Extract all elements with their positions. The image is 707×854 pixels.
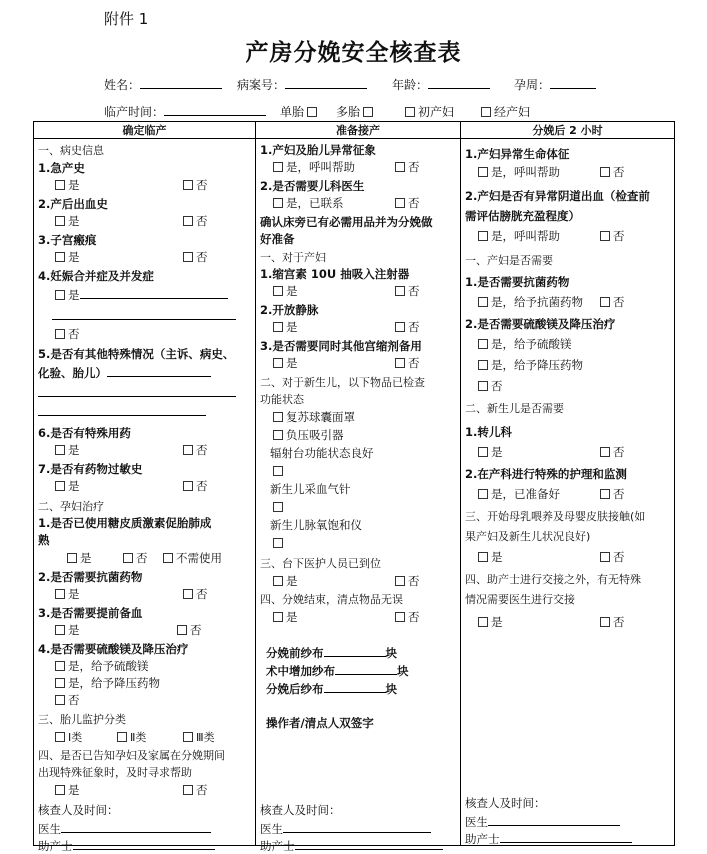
prepared-option[interactable] <box>475 487 560 502</box>
midwife-label: 助产士 <box>38 839 73 853</box>
week-label: 孕周： <box>514 78 551 92</box>
yes-option[interactable] <box>270 284 298 299</box>
checkbox[interactable] <box>163 553 173 563</box>
checkbox[interactable] <box>273 612 283 622</box>
no-label: 否 <box>613 445 625 459</box>
section-mother: 一、对于产妇 <box>260 251 326 264</box>
checkbox[interactable] <box>183 481 193 491</box>
checkbox[interactable] <box>55 678 65 688</box>
no-label: 否 <box>196 250 208 264</box>
checkbox[interactable] <box>123 553 133 563</box>
checkbox[interactable] <box>395 576 405 586</box>
yes-label: 是 <box>286 574 298 588</box>
doctor-label: 医生 <box>38 822 61 836</box>
checkbox[interactable] <box>478 231 488 241</box>
question-mgso4: 4.是否需要硫酸镁及降压治疗 <box>38 642 189 656</box>
checkbox[interactable] <box>273 358 283 368</box>
no-label: 否 <box>613 295 625 309</box>
no-label: 否 <box>613 550 625 564</box>
checkbox[interactable] <box>55 785 65 795</box>
checkbox[interactable] <box>600 297 610 307</box>
question-pediatrician: 2.是否需要儿科医生 <box>260 179 365 193</box>
call-help-label: 是，呼叫帮助 <box>491 229 560 243</box>
section-staff-ready: 三、台下医护人员已到位 <box>260 557 381 570</box>
section-breastfeeding-a: 三、开始母乳喂养及母婴皮肤接触(如 <box>465 510 646 523</box>
checkbox[interactable] <box>395 322 405 332</box>
labor-time-label: 临产时间： <box>104 105 165 119</box>
no-option[interactable] <box>180 214 208 229</box>
no-option[interactable] <box>392 610 420 625</box>
contacted-option[interactable] <box>270 196 344 211</box>
checkbox[interactable] <box>600 489 610 499</box>
yes-label: 是 <box>80 551 92 565</box>
unit-label: 块 <box>385 646 397 660</box>
column-prepare-delivery <box>256 139 461 853</box>
section-maternal-treatment: 二、孕妇治疗 <box>38 500 104 513</box>
gauze-after-field[interactable] <box>266 680 460 697</box>
name-field[interactable] <box>104 76 222 93</box>
checkbox[interactable] <box>273 322 283 332</box>
yes-option[interactable] <box>52 250 80 265</box>
checkbox[interactable] <box>55 216 65 226</box>
checkbox[interactable] <box>600 617 610 627</box>
no-option[interactable] <box>392 574 420 589</box>
unit-label: 块 <box>385 682 397 696</box>
suction-option[interactable] <box>270 428 344 443</box>
checkbox[interactable] <box>273 412 283 422</box>
bag-mask-label: 复苏球囊面罩 <box>286 410 355 424</box>
yes-option[interactable] <box>270 574 298 589</box>
no-label: 否 <box>408 284 420 298</box>
no-option[interactable] <box>392 284 420 299</box>
yes-label: 是 <box>286 356 298 370</box>
question-abnormal-signs: 1.产妇及胎儿异常征象 <box>260 143 376 157</box>
question-pediatric-transfer: 1.转儿科 <box>465 425 512 439</box>
section-informed-b: 出现特殊征象时，及时寻求帮助 <box>38 766 192 779</box>
antihypertensive-option[interactable] <box>52 676 160 691</box>
yes-option[interactable] <box>475 445 503 460</box>
prepared-label: 是，已准备好 <box>491 487 560 501</box>
question-special-b: 化验、胎儿） <box>38 366 107 380</box>
no-option[interactable] <box>120 551 148 566</box>
antihypertensive-label: 是，给予降压药物 <box>491 358 583 372</box>
checkbox[interactable] <box>273 466 283 476</box>
primi-option[interactable] <box>402 103 454 120</box>
no-option[interactable] <box>180 178 208 193</box>
question-vital-signs: 1.产妇异常生命体征 <box>465 147 570 161</box>
no-label: 否 <box>408 356 420 370</box>
no-label: 否 <box>613 165 625 179</box>
question-bleeding-a: 2.产妇是否有异常阴道出血（检查前 <box>465 189 650 203</box>
checkbox[interactable] <box>55 329 65 339</box>
no-option[interactable] <box>597 487 625 502</box>
yes-option[interactable] <box>475 615 503 630</box>
bag-mask-option[interactable] <box>270 410 355 425</box>
checker-label: 核查人及时间： <box>260 803 341 817</box>
no-label: 否 <box>196 479 208 493</box>
record-field[interactable] <box>237 76 367 93</box>
class-1-option[interactable] <box>52 730 82 745</box>
checkbox[interactable] <box>183 589 193 599</box>
gauze-before-label: 分娩前纱布 <box>266 646 324 660</box>
blank-line[interactable] <box>38 384 236 397</box>
checkbox[interactable] <box>478 489 488 499</box>
checkbox[interactable] <box>177 625 187 635</box>
question-bleeding-b: 需评估膀胱充盈程度） <box>465 209 580 223</box>
confirm-supplies-b: 好准备 <box>260 232 295 246</box>
midwife-field[interactable] <box>38 837 255 854</box>
checkbox[interactable] <box>183 216 193 226</box>
checkbox[interactable] <box>273 286 283 296</box>
column-postpartum <box>461 139 675 846</box>
doctor-field[interactable] <box>260 820 460 837</box>
multi-option[interactable] <box>336 103 376 120</box>
section-handover-a: 四、助产士进行交接之外，有无特殊 <box>465 573 641 586</box>
yes-option[interactable] <box>52 623 80 638</box>
checklist-table <box>33 121 675 853</box>
checkbox[interactable] <box>55 661 65 671</box>
checkbox[interactable] <box>395 162 405 172</box>
column-header-postpartum: 分娩后 2 小时 <box>461 122 675 139</box>
yes-label: 是 <box>68 479 80 493</box>
checkbox[interactable] <box>183 732 193 742</box>
pulse-oximeter-label: 新生儿脉氧饱和仪 <box>270 518 362 532</box>
yes-option[interactable] <box>52 783 80 798</box>
age-label: 年龄： <box>392 78 429 92</box>
checkbox[interactable] <box>478 297 488 307</box>
radiant-warmer-label: 辐射台功能状态良好 <box>270 446 374 460</box>
yes-label: 是 <box>68 250 80 264</box>
checkbox[interactable] <box>273 538 283 548</box>
class-3-option[interactable] <box>180 730 215 745</box>
checkbox[interactable] <box>478 360 488 370</box>
yes-label: 是 <box>491 615 503 629</box>
section-newborn-needs: 二、新生儿是否需要 <box>465 402 564 415</box>
multip-checkbox[interactable] <box>481 107 491 117</box>
column-header-prepare-delivery: 准备接产 <box>256 122 461 139</box>
midwife-label: 助产士 <box>465 832 500 846</box>
blood-gas-needle-label: 新生儿采血气针 <box>270 482 351 496</box>
class-2-option[interactable] <box>114 730 146 745</box>
antihypertensive-label: 是，给予降压药物 <box>68 676 160 690</box>
section-mother-needs: 一、产妇是否需要 <box>465 254 553 267</box>
yes-label: 是 <box>491 550 503 564</box>
no-label: 否 <box>408 610 420 624</box>
section-informed-a: 四、是否已告知孕妇及家属在分娩期间 <box>38 749 225 762</box>
question-steroids-b: 熟 <box>38 533 50 547</box>
checkbox[interactable] <box>273 162 283 172</box>
checkbox[interactable] <box>395 612 405 622</box>
record-label: 病案号： <box>237 78 286 92</box>
question-pph-history: 2.产后出血史 <box>38 197 108 211</box>
question-antibiotics: 1.是否需要抗菌药物 <box>465 275 570 289</box>
no-label: 否 <box>408 320 420 334</box>
no-label: 否 <box>68 327 80 341</box>
multip-option[interactable] <box>478 103 530 120</box>
no-label: 否 <box>190 623 202 637</box>
question-mgso4: 2.是否需要硫酸镁及降压治疗 <box>465 317 616 331</box>
question-complications: 4.妊娠合并症及并发症 <box>38 269 154 283</box>
no-label: 否 <box>408 574 420 588</box>
midwife-field[interactable] <box>465 830 674 847</box>
yes-label: 是 <box>68 783 80 797</box>
yes-option[interactable] <box>270 536 286 551</box>
yes-label: 是 <box>286 284 298 298</box>
question-uterine-scar: 3.子宫瘢痕 <box>38 233 97 247</box>
name-label: 姓名： <box>104 78 141 92</box>
yes-option[interactable] <box>52 178 80 193</box>
checkbox[interactable] <box>117 732 127 742</box>
call-help-label: 是，呼叫帮助 <box>286 160 355 174</box>
checkbox[interactable] <box>55 445 65 455</box>
question-special-a: 5.是否有其他特殊情况（主诉、病史、 <box>38 347 235 361</box>
midwife-field[interactable] <box>260 837 460 854</box>
no-option[interactable] <box>597 165 625 180</box>
yes-option[interactable] <box>270 320 298 335</box>
question-iv-access: 2.开放静脉 <box>260 303 319 317</box>
yes-option[interactable] <box>52 214 80 229</box>
call-help-label: 是，呼叫帮助 <box>491 165 560 179</box>
yes-label: 是 <box>286 320 298 334</box>
checkbox[interactable] <box>55 589 65 599</box>
checkbox[interactable] <box>273 430 283 440</box>
checkbox[interactable] <box>600 447 610 457</box>
multip-label: 经产妇 <box>494 105 531 119</box>
yes-option[interactable] <box>270 464 286 479</box>
no-label: 否 <box>613 229 625 243</box>
no-option[interactable] <box>180 479 208 494</box>
no-option[interactable] <box>180 250 208 265</box>
section-handover-b: 情况需要医生进行交接 <box>465 593 575 606</box>
contacted-label: 是，已联系 <box>286 196 344 210</box>
no-option[interactable] <box>52 693 80 708</box>
no-label: 否 <box>491 379 503 393</box>
checkbox[interactable] <box>478 447 488 457</box>
double-signature-label: 操作者/清点人双签字 <box>266 716 374 730</box>
attachment-label: 附件 1 <box>104 10 149 28</box>
checkbox[interactable] <box>273 502 283 512</box>
section-count-items: 四、分娩结束，清点物品无误 <box>260 593 403 606</box>
checkbox[interactable] <box>478 167 488 177</box>
question-precipitous-labor: 1.急产史 <box>38 161 85 175</box>
mgso4-label: 是，给予硫酸镁 <box>68 659 149 673</box>
not-needed-option[interactable] <box>160 551 222 566</box>
yes-option[interactable] <box>52 286 228 303</box>
call-help-option[interactable] <box>475 165 560 180</box>
labor-time-field[interactable] <box>104 103 266 120</box>
no-option[interactable] <box>597 229 625 244</box>
yes-option[interactable] <box>270 610 298 625</box>
mgso4-option[interactable] <box>52 659 149 674</box>
no-label: 否 <box>68 693 80 707</box>
single-checkbox[interactable] <box>307 107 317 117</box>
blank-line[interactable] <box>52 307 236 320</box>
yes-option[interactable] <box>270 356 298 371</box>
no-label: 否 <box>196 587 208 601</box>
column-header-confirm-labor: 确定临产 <box>34 122 256 139</box>
section-newborn-b: 功能状态 <box>260 393 304 406</box>
no-label: 否 <box>196 443 208 457</box>
doctor-label: 医生 <box>465 815 488 829</box>
checkbox[interactable] <box>183 180 193 190</box>
no-label: 否 <box>196 783 208 797</box>
confirm-supplies-a: 确认床旁已有必需用品并为分娩做 <box>260 215 433 229</box>
multi-checkbox[interactable] <box>363 107 373 117</box>
yes-label: 是 <box>286 610 298 624</box>
yes-option[interactable] <box>270 500 286 515</box>
doctor-label: 医生 <box>260 822 283 836</box>
question-drug-allergy: 7.是否有药物过敏史 <box>38 462 143 476</box>
yes-label: 是 <box>68 178 80 192</box>
yes-option[interactable] <box>52 479 80 494</box>
class-2-label: Ⅱ类 <box>130 731 147 744</box>
checkbox[interactable] <box>273 576 283 586</box>
checkbox[interactable] <box>183 785 193 795</box>
no-label: 否 <box>196 214 208 228</box>
yes-label: 是 <box>68 288 80 302</box>
single-label: 单胎 <box>280 105 305 119</box>
checkbox[interactable] <box>478 552 488 562</box>
yes-label: 是 <box>68 587 80 601</box>
checker-label: 核查人及时间： <box>38 803 119 817</box>
antihypertensive-option[interactable] <box>475 358 583 373</box>
section-fetal-monitoring: 三、胎儿监护分类 <box>38 713 126 726</box>
gauze-added-field[interactable] <box>266 662 460 679</box>
multi-label: 多胎 <box>336 105 361 119</box>
class-3-label: Ⅲ类 <box>196 731 215 744</box>
no-option[interactable] <box>52 327 80 342</box>
no-option[interactable] <box>597 445 625 460</box>
primi-checkbox[interactable] <box>405 107 415 117</box>
mgso4-option[interactable] <box>475 337 572 352</box>
question-special-care: 2.在产科进行特殊的护理和监测 <box>465 467 627 481</box>
call-help-option[interactable] <box>270 160 355 175</box>
gauze-after-label: 分娩后纱布 <box>266 682 324 696</box>
blank-line[interactable] <box>38 403 206 416</box>
checkbox[interactable] <box>478 381 488 391</box>
gauze-added-label: 术中增加纱布 <box>266 664 335 678</box>
yes-label: 是 <box>68 443 80 457</box>
page-title: 产房分娩安全核查表 <box>245 39 462 66</box>
question-steroids-a: 1.是否已使用糖皮质激素促胎肺成 <box>38 516 212 530</box>
question-oxytocin: 1.缩宫素 10U 抽吸入注射器 <box>260 267 410 281</box>
checkbox[interactable] <box>600 552 610 562</box>
doctor-field[interactable] <box>465 813 674 830</box>
no-option[interactable] <box>475 379 503 394</box>
checker-label: 核查人及时间： <box>465 796 546 810</box>
no-option[interactable] <box>180 443 208 458</box>
yes-option[interactable] <box>64 551 92 566</box>
single-option[interactable] <box>280 103 320 120</box>
midwife-label: 助产士 <box>260 839 295 853</box>
no-option[interactable] <box>174 623 202 638</box>
yes-option[interactable] <box>52 443 80 458</box>
no-option[interactable] <box>597 550 625 565</box>
checkbox[interactable] <box>395 198 405 208</box>
age-field[interactable] <box>392 76 490 93</box>
unit-label: 块 <box>397 664 409 678</box>
no-option[interactable] <box>180 783 208 798</box>
checkbox[interactable] <box>478 339 488 349</box>
no-label: 否 <box>196 178 208 192</box>
no-option[interactable] <box>392 356 420 371</box>
week-field[interactable] <box>514 76 596 93</box>
question-antibiotics: 2.是否需要抗菌药物 <box>38 570 143 584</box>
antibiotics-label: 是，给予抗菌药物 <box>491 295 583 309</box>
no-option[interactable] <box>597 295 625 310</box>
antibiotics-option[interactable] <box>475 295 583 310</box>
checkbox[interactable] <box>55 732 65 742</box>
question-special-drug: 6.是否有特殊用药 <box>38 426 131 440</box>
yes-option[interactable] <box>475 550 503 565</box>
checkbox[interactable] <box>67 553 77 563</box>
not-needed-label: 不需使用 <box>176 551 222 565</box>
no-option[interactable] <box>392 196 420 211</box>
checkbox[interactable] <box>600 167 610 177</box>
no-label: 否 <box>136 551 148 565</box>
gauze-before-field[interactable] <box>266 644 460 661</box>
checkbox[interactable] <box>600 231 610 241</box>
primi-label: 初产妇 <box>418 105 455 119</box>
section-newborn-a: 二、对于新生儿，以下物品已检查 <box>260 376 425 389</box>
call-help-option[interactable] <box>475 229 560 244</box>
no-label: 否 <box>408 196 420 210</box>
no-option[interactable] <box>392 320 420 335</box>
checkbox[interactable] <box>478 617 488 627</box>
column-confirm-labor <box>34 139 256 853</box>
question-blood-prep: 3.是否需要提前备血 <box>38 606 143 620</box>
no-option[interactable] <box>180 587 208 602</box>
yes-label: 是 <box>68 623 80 637</box>
doctor-field[interactable] <box>38 820 255 837</box>
no-label: 否 <box>613 487 625 501</box>
mgso4-label: 是，给予硫酸镁 <box>491 337 572 351</box>
question-uterotonic-backup: 3.是否需要同时其他宫缩剂备用 <box>260 339 422 353</box>
checkbox[interactable] <box>55 481 65 491</box>
section-breastfeeding-b: 果产妇及新生儿状况良好) <box>465 530 591 543</box>
checkbox[interactable] <box>183 252 193 262</box>
yes-label: 是 <box>68 214 80 228</box>
no-label: 否 <box>613 615 625 629</box>
checkbox[interactable] <box>55 290 65 300</box>
suction-label: 负压吸引器 <box>286 428 344 442</box>
checkbox[interactable] <box>273 198 283 208</box>
yes-label: 是 <box>491 445 503 459</box>
checkbox[interactable] <box>55 625 65 635</box>
checkbox[interactable] <box>395 358 405 368</box>
class-1-label: Ⅰ类 <box>68 731 83 744</box>
no-option[interactable] <box>392 160 420 175</box>
no-label: 否 <box>408 160 420 174</box>
checkbox[interactable] <box>55 180 65 190</box>
section-history: 一、病史信息 <box>38 144 104 157</box>
checkbox[interactable] <box>55 695 65 705</box>
checkbox[interactable] <box>183 445 193 455</box>
no-option[interactable] <box>597 615 625 630</box>
checkbox[interactable] <box>55 252 65 262</box>
checkbox[interactable] <box>395 286 405 296</box>
yes-option[interactable] <box>52 587 80 602</box>
